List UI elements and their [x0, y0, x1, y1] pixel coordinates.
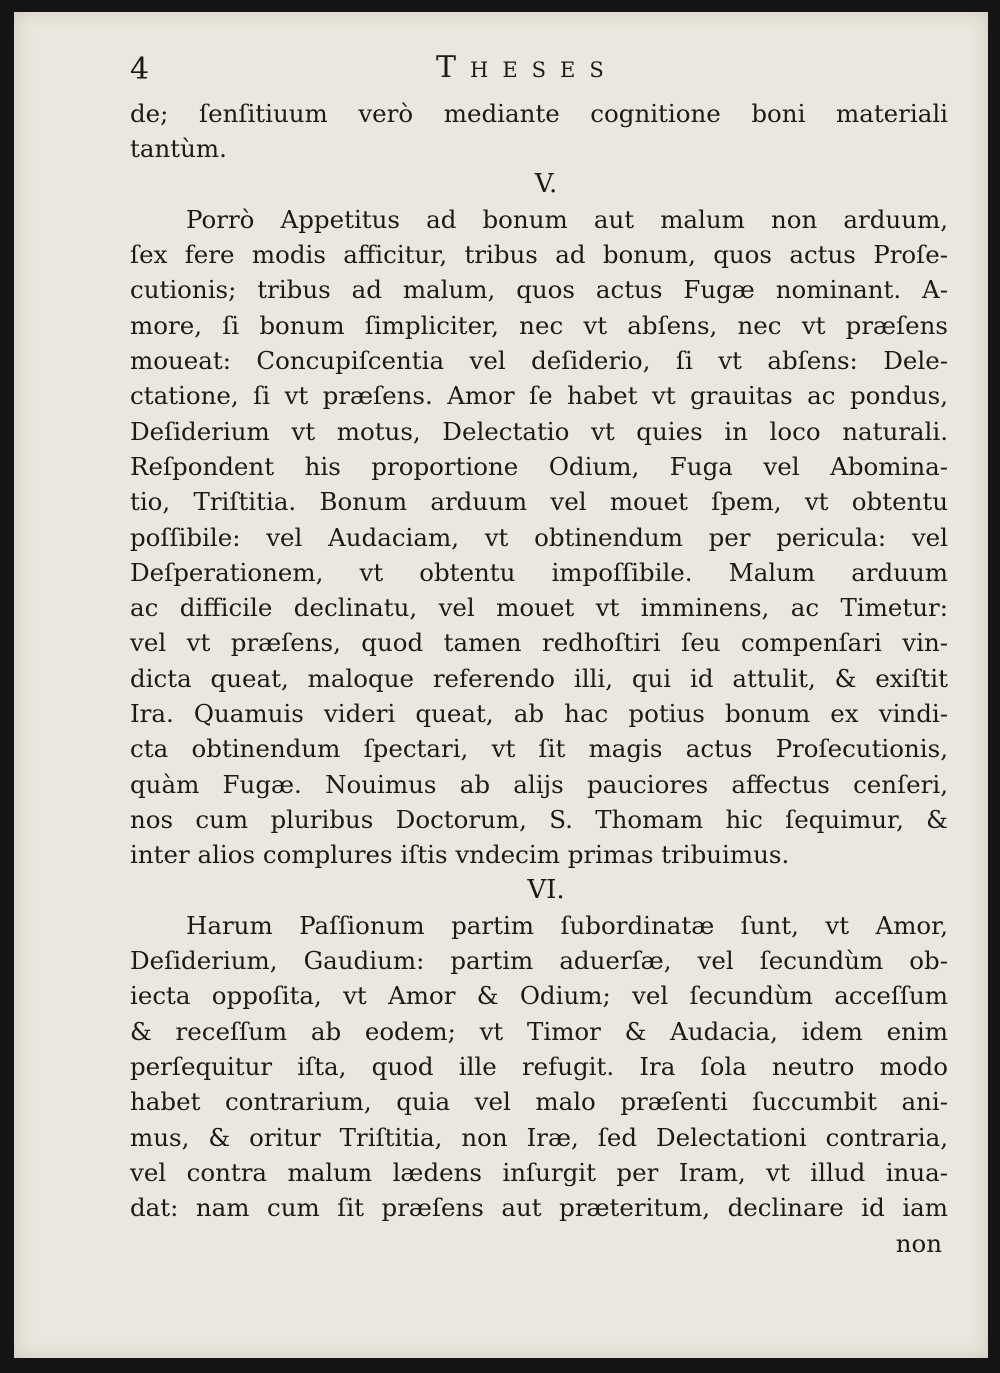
text-line: Harum Paſſionum partim ſubordinatæ ſunt, vt Amor, [186, 910, 948, 940]
text-line: vel vt præſens, quod tamen redhoſtiri ſeu compenſari vin- [130, 628, 948, 658]
text-line: cta obtinendum ſpectari, vt ſit magis actus Proſecutionis, [130, 734, 948, 764]
text-line: Deſiderium vt motus, Delectatio vt quies in loco naturali. [130, 416, 948, 446]
running-head [130, 50, 948, 96]
text-line: mus, & oritur Triſtitia, non Iræ, ſed Delectationi contraria, [130, 1122, 948, 1152]
text-line: tio, Triſtitia. Bonum arduum vel mouet ſpem, vt obtentu [130, 487, 948, 517]
text-line: Reſpondent his proportione Odium, Fuga vel Abomina- [130, 451, 948, 481]
section-vi-paragraph [130, 908, 948, 1226]
section-heading-v: V. [534, 168, 558, 199]
text-line: ac difficile declinatu, vel mouet vt imminens, ac Timetur: [130, 593, 948, 623]
text-line: Ira. Quamuis videri queat, ab hac potius bonum ex vindi- [130, 699, 948, 729]
text-line: poſſibile: vel Audaciam, vt obtinendum per pericula: vel [130, 522, 948, 552]
text-line: Porrò Appetitus ad bonum aut malum non arduum, [186, 204, 948, 234]
text-line: moueat: Concupiſcentia vel deſiderio, ſi vt abſens: Dele- [130, 346, 948, 376]
catchword: non [895, 1228, 942, 1258]
text-line: vel contra malum lædens inſurgit per Iram, vt illud inua- [130, 1157, 948, 1187]
text-line: tantùm. [130, 134, 227, 164]
text-line: perſequitur iſta, quod ille refugit. Ira ſola neutro modo [130, 1052, 948, 1082]
text-line: quàm Fugæ. Nouimus ab alijs pauciores affectus cenſeri, [130, 769, 948, 799]
page-number: 4 [130, 52, 150, 87]
text-line: cutionis; tribus ad malum, quos actus Fugæ nominant. A- [130, 275, 948, 305]
intro-paragraph [130, 96, 948, 167]
text-line: more, ſi bonum ſimpliciter, nec vt abſens, nec vt præſens [130, 310, 948, 340]
text-line: habet contrarium, quia vel malo præſenti ſuccumbit ani- [130, 1087, 948, 1117]
text-line: nos cum pluribus Doctorum, S. Thomam hic ſequimur, & [130, 804, 948, 834]
text-line: iecta oppoſita, vt Amor & Odium; vel ſecundùm acceſſum [130, 981, 948, 1011]
section-heading-vi: VI. [527, 874, 565, 905]
page-text-block [130, 50, 948, 1261]
text-line: inter alios complures iſtis vndecim primas tribuimus. [130, 840, 790, 870]
book-page [14, 12, 988, 1358]
text-line: Deſperationem, vt obtentu impoſſibile. Malum arduum [130, 557, 948, 587]
text-line: dicta queat, maloque referendo illi, qui id attulit, & exiſtit [130, 663, 948, 693]
text-line: dat: nam cum ſit præſens aut præteritum, declinare id iam [130, 1193, 948, 1223]
text-line: de; ſenſitiuum verò mediante cognitione boni materiali [130, 99, 948, 128]
text-line: ctatione, ſi vt præſens. Amor ſe habet vt grauitas ac pondus, [130, 381, 948, 411]
section-v-paragraph [130, 202, 948, 873]
running-title: Theses [436, 50, 618, 85]
text-line: Deſiderium, Gaudium: partim aduerſæ, vel ſecundùm ob- [130, 946, 948, 976]
text-line: & receſſum ab eodem; vt Timor & Audacia, idem enim [130, 1016, 948, 1046]
text-line: ſex fere modis afficitur, tribus ad bonum, quos actus Proſe- [130, 240, 948, 270]
